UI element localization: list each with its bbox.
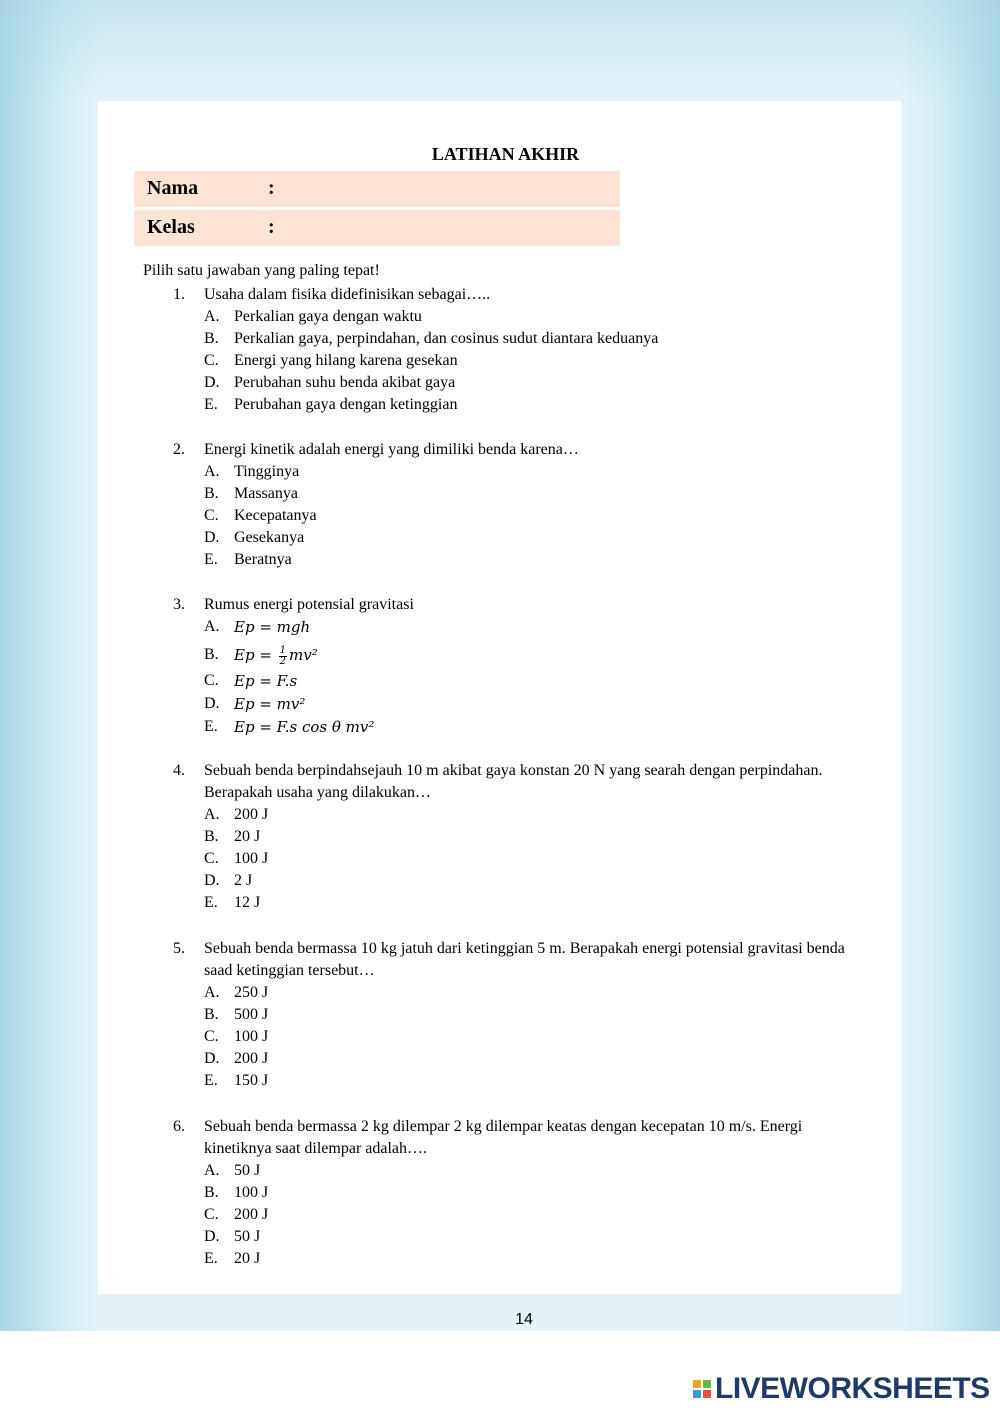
option-text: 50 J bbox=[234, 1228, 261, 1245]
option-letter: D. bbox=[204, 1050, 220, 1067]
question-number: 1. bbox=[173, 286, 185, 303]
class-colon: : bbox=[268, 216, 275, 238]
question-number: 6. bbox=[173, 1118, 185, 1135]
option-a[interactable] bbox=[98, 982, 901, 1004]
option-text: 150 J bbox=[234, 1072, 269, 1089]
fraction-numerator: 1 bbox=[279, 644, 287, 656]
option-text: Energi yang hilang karena gesekan bbox=[234, 352, 458, 369]
option-a[interactable] bbox=[98, 616, 901, 640]
option-letter: C. bbox=[204, 352, 219, 369]
logo-square bbox=[693, 1380, 701, 1388]
question-text: Rumus energi potensial gravitasi bbox=[204, 596, 414, 613]
option-text: Gesekanya bbox=[234, 529, 305, 546]
option-d[interactable] bbox=[98, 1226, 901, 1248]
class-field[interactable] bbox=[134, 210, 620, 246]
question-number: 2. bbox=[173, 441, 185, 458]
option-letter: C. bbox=[204, 1206, 219, 1223]
option-formula: Ep = mv² bbox=[234, 695, 306, 713]
option-e[interactable] bbox=[98, 394, 901, 416]
option-e[interactable] bbox=[98, 549, 901, 571]
option-letter: E. bbox=[204, 894, 218, 911]
option-formula bbox=[234, 640, 318, 670]
option-letter: D. bbox=[204, 872, 220, 889]
option-text: 100 J bbox=[234, 1184, 269, 1201]
option-a[interactable] bbox=[98, 804, 901, 826]
logo-square bbox=[693, 1390, 701, 1398]
option-c[interactable] bbox=[98, 1204, 901, 1226]
option-d[interactable] bbox=[98, 870, 901, 892]
option-d[interactable] bbox=[98, 527, 901, 549]
formula-lhs: Ep = bbox=[234, 646, 277, 664]
option-formula: Ep = mgh bbox=[234, 618, 311, 636]
option-e[interactable] bbox=[98, 1070, 901, 1092]
question-text: Energi kinetik adalah energi yang dimiliki benda karena… bbox=[204, 441, 579, 458]
question-text-continued: saad ketinggian tersebut… bbox=[204, 962, 375, 979]
question-text-continued: Berapakah usaha yang dilakukan… bbox=[204, 784, 432, 801]
option-letter: C. bbox=[204, 1028, 219, 1045]
option-letter: B. bbox=[204, 646, 219, 663]
question-number: 4. bbox=[173, 762, 185, 779]
option-text: Kecepatanya bbox=[234, 507, 317, 524]
option-letter: E. bbox=[204, 718, 218, 735]
option-letter: E. bbox=[204, 551, 218, 568]
page-title: LATIHAN AKHIR bbox=[431, 144, 580, 164]
question-6 bbox=[98, 1116, 901, 1270]
option-c[interactable] bbox=[98, 1026, 901, 1048]
question-text: Usaha dalam fisika didefinisikan sebagai….. bbox=[204, 286, 491, 303]
name-label: Nama bbox=[147, 177, 199, 199]
option-b[interactable] bbox=[98, 1004, 901, 1026]
option-text: 50 J bbox=[234, 1162, 261, 1179]
option-formula: Ep = F.s bbox=[234, 672, 298, 690]
option-formula: Ep = F.s cos θ mv² bbox=[234, 718, 375, 736]
question-2 bbox=[98, 439, 901, 571]
question-text-continued: kinetiknya saat dilempar adalah…. bbox=[204, 1140, 428, 1157]
option-letter: E. bbox=[204, 1072, 218, 1089]
instruction-text: Pilih satu jawaban yang paling tepat! bbox=[143, 262, 380, 279]
question-3 bbox=[98, 594, 901, 739]
worksheet-page bbox=[98, 101, 901, 1294]
option-c[interactable] bbox=[98, 505, 901, 527]
option-a[interactable] bbox=[98, 461, 901, 483]
option-text: 500 J bbox=[234, 1006, 269, 1023]
option-c[interactable] bbox=[98, 670, 901, 693]
formula-rhs: mv² bbox=[289, 646, 318, 664]
option-d[interactable] bbox=[98, 693, 901, 716]
option-text: 20 J bbox=[234, 828, 261, 845]
option-letter: B. bbox=[204, 828, 219, 845]
option-text: 20 J bbox=[234, 1250, 261, 1267]
class-label: Kelas bbox=[147, 216, 195, 238]
option-e[interactable] bbox=[98, 1248, 901, 1270]
question-4 bbox=[98, 760, 901, 914]
option-letter: A. bbox=[204, 806, 220, 823]
option-letter: B. bbox=[204, 485, 219, 502]
option-letter: A. bbox=[204, 463, 220, 480]
option-letter: C. bbox=[204, 507, 219, 524]
background-gradient bbox=[0, 0, 1000, 100]
option-text: Beratnya bbox=[234, 551, 292, 568]
question-5 bbox=[98, 938, 901, 1092]
option-letter: B. bbox=[204, 330, 219, 347]
name-field[interactable] bbox=[134, 171, 620, 207]
option-a[interactable] bbox=[98, 1160, 901, 1182]
option-letter: D. bbox=[204, 695, 220, 712]
option-text: 200 J bbox=[234, 1206, 269, 1223]
logo-square bbox=[703, 1390, 711, 1398]
option-b[interactable] bbox=[98, 640, 901, 670]
option-letter: C. bbox=[204, 850, 219, 867]
option-letter: E. bbox=[204, 1250, 218, 1267]
option-d[interactable] bbox=[98, 1048, 901, 1070]
page-number: 14 bbox=[515, 1311, 533, 1328]
option-text: 200 J bbox=[234, 806, 269, 823]
option-letter: A. bbox=[204, 618, 220, 635]
name-colon: : bbox=[268, 177, 275, 199]
option-letter: D. bbox=[204, 1228, 220, 1245]
option-letter: D. bbox=[204, 529, 220, 546]
option-b[interactable] bbox=[98, 483, 901, 505]
option-letter: A. bbox=[204, 1162, 220, 1179]
logo-grid-icon bbox=[693, 1380, 711, 1398]
option-e[interactable] bbox=[98, 892, 901, 914]
option-b[interactable] bbox=[98, 826, 901, 848]
option-text: Perkalian gaya dengan waktu bbox=[234, 308, 422, 325]
option-letter: A. bbox=[204, 984, 220, 1001]
question-number: 3. bbox=[173, 596, 185, 613]
option-letter: B. bbox=[204, 1184, 219, 1201]
liveworksheets-logo[interactable] bbox=[693, 1372, 990, 1406]
option-d[interactable] bbox=[98, 372, 901, 394]
option-text: Massanya bbox=[234, 485, 298, 502]
option-text: 200 J bbox=[234, 1050, 269, 1067]
option-letter: E. bbox=[204, 396, 218, 413]
option-text: 12 J bbox=[234, 894, 261, 911]
option-text: 100 J bbox=[234, 1028, 269, 1045]
option-letter: D. bbox=[204, 374, 220, 391]
option-text: Perubahan gaya dengan ketinggian bbox=[234, 396, 458, 413]
option-text: 2 J bbox=[234, 872, 253, 889]
option-text: Perubahan suhu benda akibat gaya bbox=[234, 374, 456, 391]
fraction bbox=[279, 646, 287, 667]
option-e[interactable] bbox=[98, 716, 901, 739]
option-text: 100 J bbox=[234, 850, 269, 867]
question-text: Sebuah benda bermassa 2 kg dilempar 2 kg dilempar keatas dengan kecepatan 10 m/s. Energi bbox=[204, 1118, 803, 1135]
question-number: 5. bbox=[173, 940, 185, 957]
option-text: Perkalian gaya, perpindahan, dan cosinus sudut diantara keduanya bbox=[234, 330, 659, 347]
option-a[interactable] bbox=[98, 306, 901, 328]
option-letter: A. bbox=[204, 308, 220, 325]
option-letter: B. bbox=[204, 1006, 219, 1023]
question-1 bbox=[98, 284, 901, 416]
question-text: Sebuah benda bermassa 10 kg jatuh dari ketinggian 5 m. Berapakah energi potensial gravitasi benda bbox=[204, 940, 845, 957]
option-text: Tingginya bbox=[234, 463, 300, 480]
question-text: Sebuah benda berpindahsejauh 10 m akibat gaya konstan 20 N yang searah dengan perpindahan. bbox=[204, 762, 823, 779]
option-c[interactable] bbox=[98, 848, 901, 870]
option-text: 250 J bbox=[234, 984, 269, 1001]
option-b[interactable] bbox=[98, 328, 901, 350]
brand-name: LIVEWORKSHEETS bbox=[715, 1372, 990, 1405]
logo-square bbox=[703, 1380, 711, 1388]
option-b[interactable] bbox=[98, 1182, 901, 1204]
fraction-denominator: 2 bbox=[279, 655, 287, 667]
option-c[interactable] bbox=[98, 350, 901, 372]
option-letter: C. bbox=[204, 672, 219, 689]
